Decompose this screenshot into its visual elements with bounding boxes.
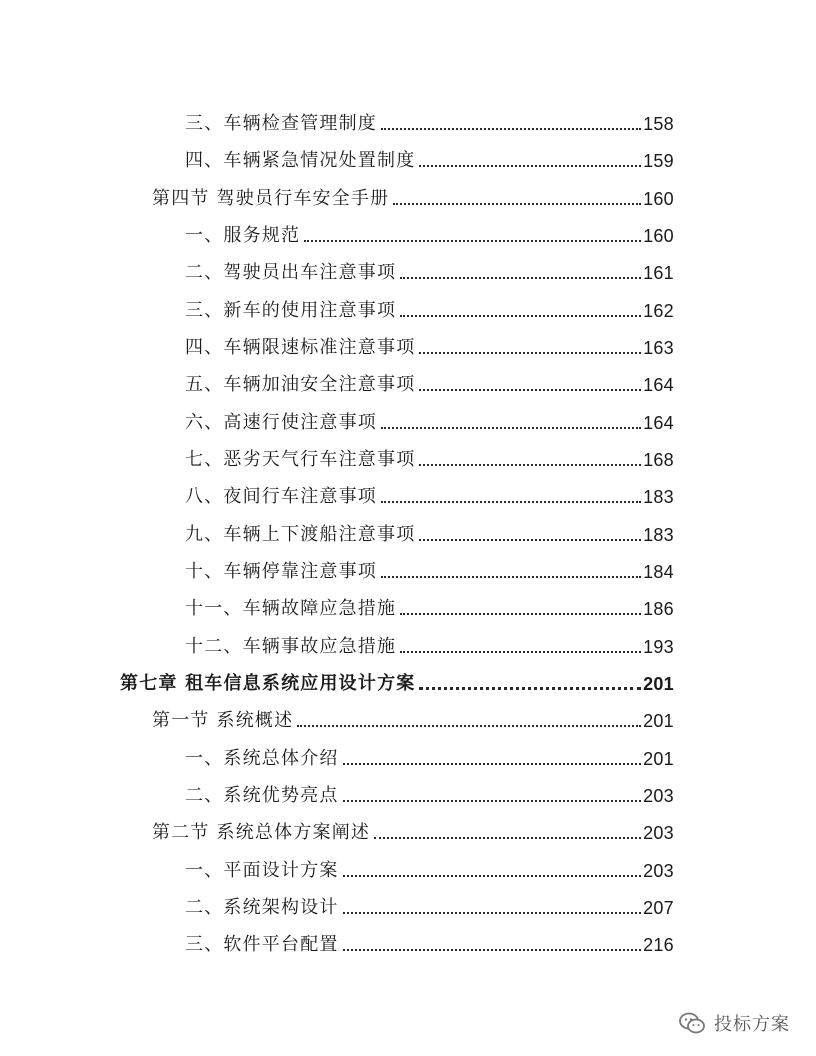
toc-entry-title: 三、新车的使用注意事项 <box>185 300 397 321</box>
toc-entry[interactable] <box>185 217 674 247</box>
toc-entry-page: 201 <box>643 674 674 694</box>
toc-section-entry[interactable] <box>152 702 674 732</box>
toc-entry-title: 七、恶劣天气行车注意事项 <box>185 449 416 470</box>
toc-entry-title: 第四节 驾驶员行车安全手册 <box>152 188 390 209</box>
toc-entry-title: 十二、车辆事故应急措施 <box>185 636 397 657</box>
toc-entry-title: 第一节 系统概述 <box>152 710 294 731</box>
toc-entry-title: 第二节 系统总体方案阐述 <box>152 822 371 843</box>
toc-entry-page: 216 <box>643 935 674 955</box>
toc-entry-title: 五、车辆加油安全注意事项 <box>185 374 416 395</box>
toc-entry[interactable] <box>185 553 674 583</box>
dot-leader <box>381 128 641 130</box>
toc-entry-page: 207 <box>643 898 674 918</box>
toc-entry-title: 二、系统架构设计 <box>185 897 339 918</box>
toc-entry[interactable] <box>185 889 674 919</box>
toc-entry[interactable] <box>185 404 674 434</box>
toc-entry-title: 四、车辆限速标准注意事项 <box>185 337 416 358</box>
toc-entry-page: 201 <box>643 749 674 769</box>
toc-entry-title: 十一、车辆故障应急措施 <box>185 598 397 619</box>
toc-entry[interactable] <box>185 926 674 956</box>
toc-entry-title: 一、服务规范 <box>185 225 301 246</box>
toc-entry-page: 186 <box>643 599 674 619</box>
toc-entry-page: 160 <box>643 189 674 209</box>
toc-entry-page: 193 <box>643 637 674 657</box>
toc-entry[interactable] <box>185 292 674 322</box>
toc-entry-page: 159 <box>643 151 674 171</box>
toc-entry-page: 183 <box>643 487 674 507</box>
toc-entry-title: 一、系统总体介绍 <box>185 748 339 769</box>
wechat-icon <box>678 1011 706 1035</box>
toc-entry[interactable] <box>185 366 674 396</box>
toc-entry-page: 201 <box>643 711 674 731</box>
toc-entry[interactable] <box>185 590 674 620</box>
toc-entry-title: 第七章 租车信息系统应用设计方案 <box>120 673 416 694</box>
toc-section-entry[interactable] <box>152 180 674 210</box>
toc-entry-title: 一、平面设计方案 <box>185 860 339 881</box>
toc-entry[interactable] <box>185 777 674 807</box>
toc-entry-page: 203 <box>643 786 674 806</box>
toc-chapter-entry[interactable] <box>120 665 674 695</box>
dot-leader <box>381 576 641 578</box>
dot-leader <box>400 315 641 317</box>
dot-leader <box>393 203 641 205</box>
dot-leader <box>419 352 641 354</box>
toc-entry-page: 164 <box>643 375 674 395</box>
toc-entry-page: 184 <box>643 562 674 582</box>
dot-leader <box>419 687 641 690</box>
toc-entry[interactable] <box>185 740 674 770</box>
dot-leader <box>304 240 641 242</box>
toc-entry-page: 168 <box>643 450 674 470</box>
watermark-text: 投标方案 <box>714 1014 790 1035</box>
toc-entry-title: 三、车辆检查管理制度 <box>185 113 377 134</box>
toc-entry-title: 六、高速行使注意事项 <box>185 412 377 433</box>
toc-section-entry[interactable] <box>152 814 674 844</box>
dot-leader <box>343 763 641 765</box>
toc-entry-page: 183 <box>643 525 674 545</box>
dot-leader <box>400 613 641 615</box>
toc-entry-page: 164 <box>643 413 674 433</box>
toc-entry[interactable] <box>185 142 674 172</box>
toc-entry[interactable] <box>185 105 674 135</box>
dot-leader <box>419 539 641 541</box>
dot-leader <box>374 837 641 839</box>
dot-leader <box>419 165 641 167</box>
dot-leader <box>343 875 641 877</box>
watermark <box>678 1010 790 1036</box>
toc-entry-page: 163 <box>643 338 674 358</box>
dot-leader <box>343 912 641 914</box>
toc-entry[interactable] <box>185 254 674 284</box>
toc-entry[interactable] <box>185 516 674 546</box>
toc-entry[interactable] <box>185 852 674 882</box>
dot-leader <box>343 949 641 951</box>
toc-entry[interactable] <box>185 329 674 359</box>
dot-leader <box>381 427 641 429</box>
dot-leader <box>400 651 641 653</box>
dot-leader <box>297 725 641 727</box>
toc-entry-title: 十、车辆停靠注意事项 <box>185 561 377 582</box>
toc-entry-title: 二、驾驶员出车注意事项 <box>185 262 397 283</box>
toc-entry[interactable] <box>185 441 674 471</box>
toc-entry[interactable] <box>185 628 674 658</box>
toc-entry-title: 四、车辆紧急情况处置制度 <box>185 150 416 171</box>
toc-entry-page: 162 <box>643 301 674 321</box>
toc-entry[interactable] <box>185 478 674 508</box>
toc-entry-page: 161 <box>643 263 674 283</box>
toc-entry-page: 158 <box>643 114 674 134</box>
toc-entry-title: 二、系统优势亮点 <box>185 785 339 806</box>
toc-entry-title: 三、软件平台配置 <box>185 934 339 955</box>
toc-entry-page: 203 <box>643 861 674 881</box>
toc-entry-page: 160 <box>643 226 674 246</box>
dot-leader <box>343 800 641 802</box>
toc-entry-page: 203 <box>643 823 674 843</box>
toc-entry-title: 九、车辆上下渡船注意事项 <box>185 524 416 545</box>
dot-leader <box>419 464 641 466</box>
dot-leader <box>400 277 641 279</box>
dot-leader <box>419 389 641 391</box>
toc-entry-title: 八、夜间行车注意事项 <box>185 486 377 507</box>
dot-leader <box>381 501 641 503</box>
